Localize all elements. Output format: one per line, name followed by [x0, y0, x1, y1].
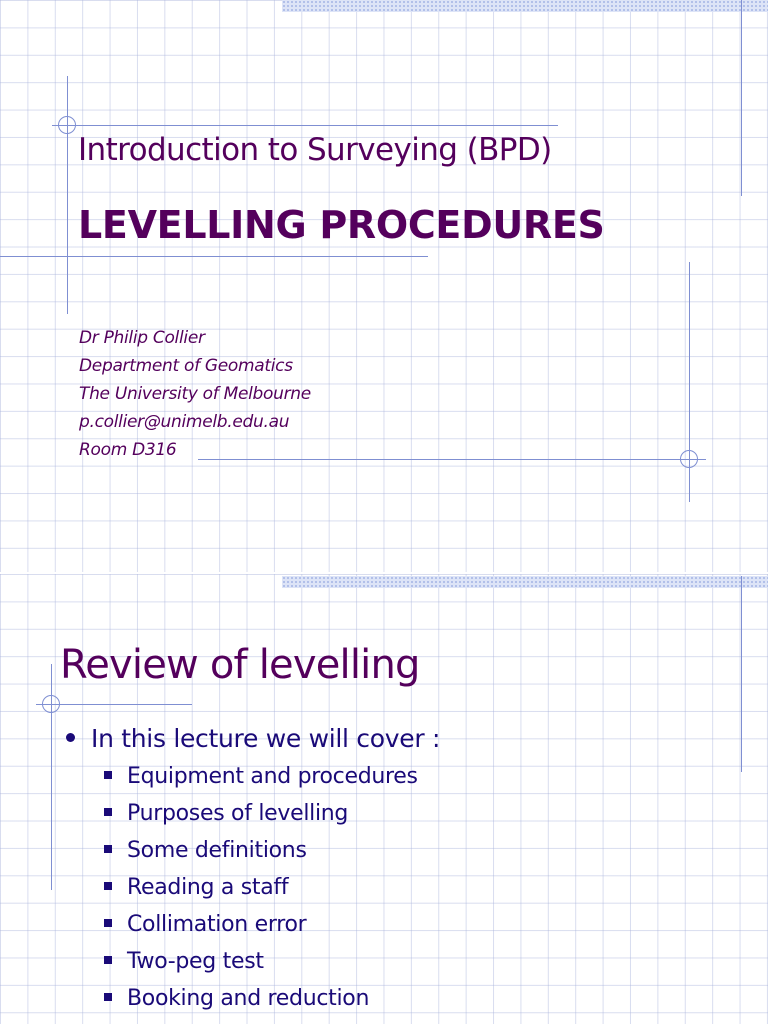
decorative-rule: [67, 76, 68, 314]
list-item-text: Collimation error: [127, 912, 307, 937]
list-item-text: Two-peg test: [127, 949, 264, 974]
list-item: [104, 983, 418, 1020]
crosshair-icon: [42, 695, 60, 713]
author-name: Dr Philip Collier: [79, 328, 205, 348]
bullet-icon: [66, 733, 75, 742]
square-bullet-icon: [104, 771, 112, 779]
decorative-band: [282, 0, 768, 12]
crosshair-icon: [58, 116, 76, 134]
list-item-text: Some definitions: [127, 838, 307, 863]
list-item: [104, 946, 418, 983]
author-room: Room D316: [79, 440, 177, 460]
decorative-band: [282, 576, 768, 588]
list-item: [104, 798, 418, 835]
list-item-text: Purposes of levelling: [127, 801, 349, 826]
author-info: [79, 324, 311, 464]
slide-heading: Review of levelling: [60, 642, 420, 688]
intro-text: In this lecture we will cover :: [91, 724, 441, 753]
list-item-text: Reading a staff: [127, 875, 289, 900]
decorative-rule: [741, 576, 742, 772]
list-item: [104, 872, 418, 909]
list-item-text: Booking and reduction: [127, 986, 370, 1011]
square-bullet-icon: [104, 808, 112, 816]
course-subtitle: Introduction to Surveying (BPD): [78, 132, 552, 168]
crosshair-icon: [680, 450, 698, 468]
author-email: p.collier@unimelb.edu.au: [79, 412, 290, 432]
list-item: [104, 909, 418, 946]
list-item-text: Equipment and procedures: [127, 764, 418, 789]
square-bullet-icon: [104, 845, 112, 853]
list-item: [104, 761, 418, 798]
page-title: LEVELLING PROCEDURES: [78, 203, 605, 247]
author-department: Department of Geomatics: [79, 356, 293, 376]
list-item: [104, 835, 418, 872]
decorative-rule: [52, 125, 558, 126]
author-university: The University of Melbourne: [79, 384, 311, 404]
topic-list: [104, 761, 418, 1020]
decorative-rule: [0, 256, 428, 257]
square-bullet-icon: [104, 956, 112, 964]
decorative-rule: [741, 0, 742, 196]
square-bullet-icon: [104, 993, 112, 1001]
intro-bullet: [66, 724, 440, 753]
square-bullet-icon: [104, 882, 112, 890]
square-bullet-icon: [104, 919, 112, 927]
